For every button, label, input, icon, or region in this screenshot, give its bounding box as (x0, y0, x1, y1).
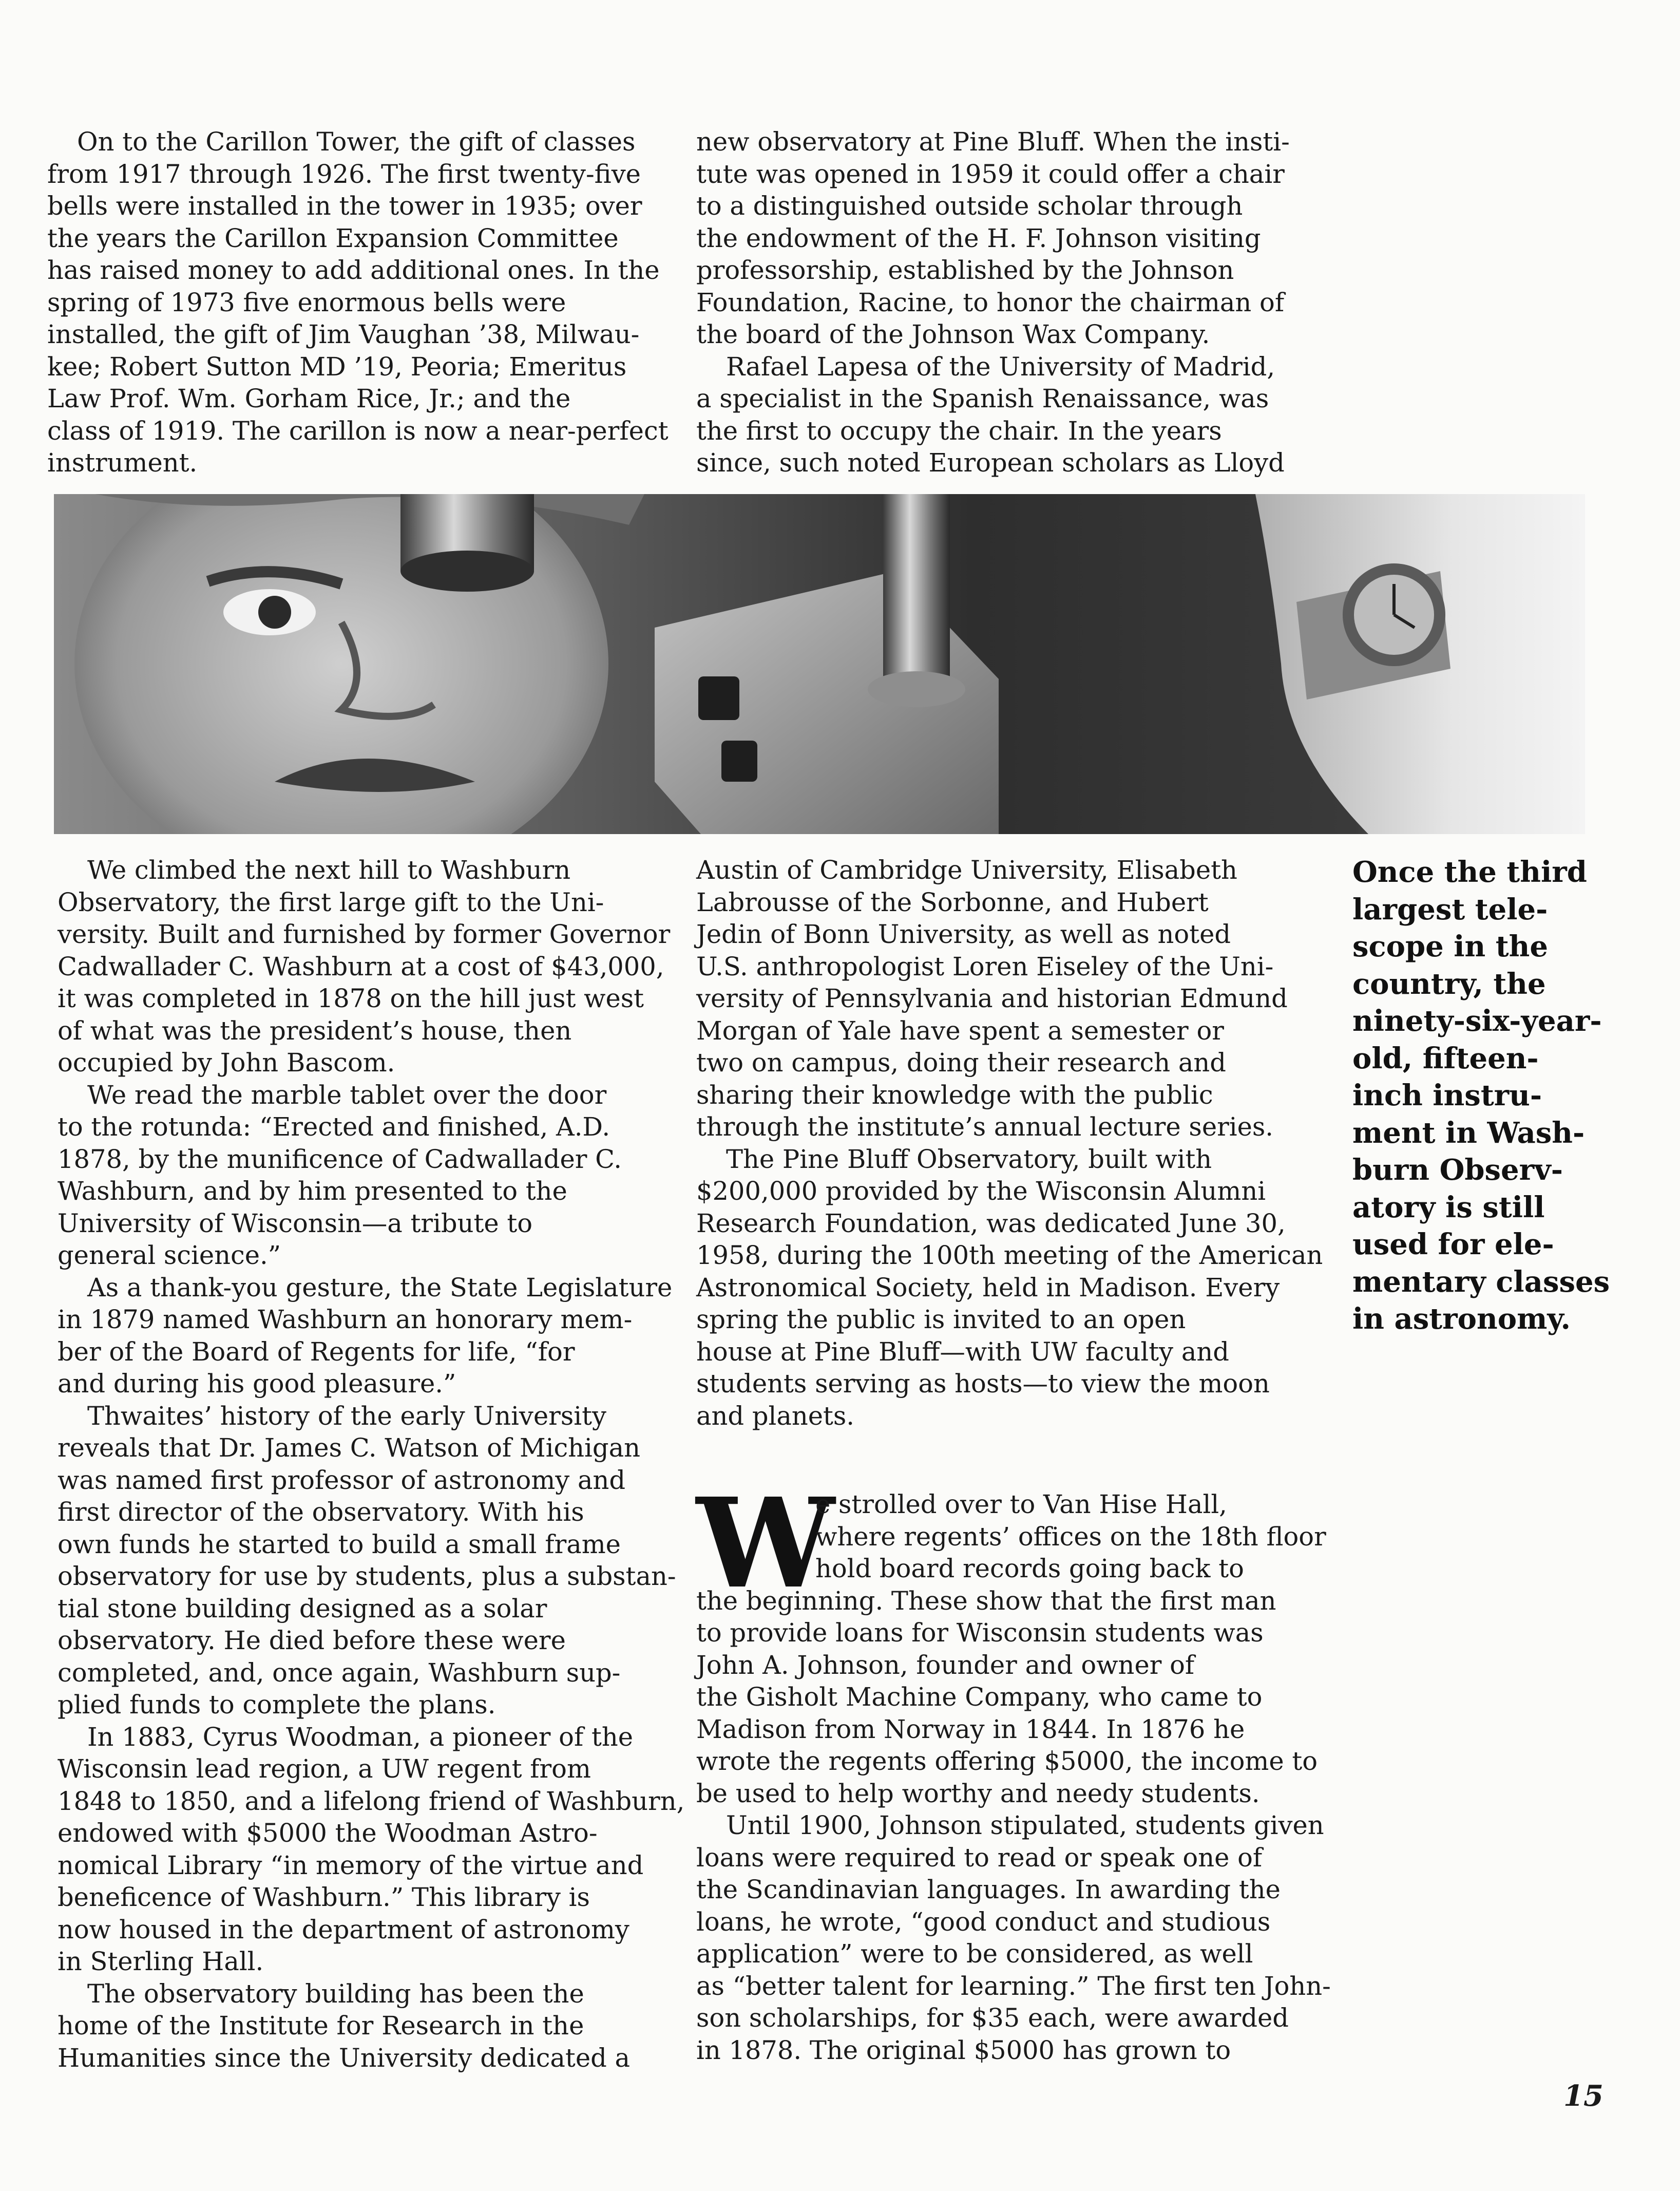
text-line: U.S. anthropologist Loren Eiseley of the Uni- (696, 951, 1274, 981)
text-line: Austin of Cambridge University, Elisabeth (696, 855, 1237, 885)
text-line: On to the Carillon Tower, the gift of classes (77, 127, 636, 157)
text-line: The observatory building has been the (87, 1978, 584, 2009)
drop-cap: W (696, 1471, 835, 1616)
text-line: class of 1919. The carillon is now a near-perfect (47, 415, 669, 446)
text-line: since, such noted European scholars as Lloyd (696, 448, 1285, 478)
text-line: Astronomical Society, held in Madison. Every (696, 1272, 1280, 1302)
text-line: Rafael Lapesa of the University of Madrid, (726, 351, 1275, 382)
caption-line: largest tele- (1352, 892, 1548, 927)
caption-line: scope in the (1352, 930, 1548, 964)
text-line: John A. Johnson, founder and owner of (696, 1650, 1195, 1680)
column-1-bottom (58, 854, 689, 2074)
text-line: the endowment of the H. F. Johnson visiting (696, 223, 1261, 253)
text-line: Research Foundation, was dedicated June 30, (696, 1208, 1286, 1238)
text-line: versity of Pennsylvania and historian Edmund (696, 984, 1288, 1013)
text-line: in 1878. The original $5000 has grown to (696, 2035, 1231, 2065)
text-line: endowed with $5000 the Woodman Astro- (58, 1818, 598, 1848)
text-line: As a thank-you gesture, the State Legislature (87, 1272, 673, 1302)
text-line: sharing their knowledge with the public (696, 1080, 1213, 1110)
text-line: Wisconsin lead region, a UW regent from (58, 1754, 591, 1784)
text-line: to the rotunda: “Erected and finished, A.D. (58, 1112, 610, 1142)
text-line: ber of the Board of Regents for life, “for (58, 1336, 575, 1367)
caption-line: in astronomy. (1352, 1302, 1571, 1336)
caption-line: inch instru- (1352, 1079, 1542, 1112)
text-line: tute was opened in 1959 it could offer a chair (696, 159, 1285, 189)
text-line: the first to occupy the chair. In the years (696, 415, 1222, 446)
column-1-top (47, 126, 679, 479)
text-line: University of Wisconsin—a tribute to (58, 1208, 533, 1238)
caption-line: atory is still (1352, 1190, 1545, 1224)
text-line: in 1879 named Washburn an honorary mem- (58, 1305, 633, 1334)
caption-line: used for ele- (1352, 1227, 1554, 1261)
caption-line: old, fifteen- (1352, 1041, 1539, 1075)
text-line: a specialist in the Spanish Renaissance, was (696, 384, 1269, 413)
text-line: We climbed the next hill to Washburn (87, 855, 571, 885)
text-line: be used to help worthy and needy students. (696, 1778, 1260, 1808)
text-line: installed, the gift of Jim Vaughan ’38, Milwau- (47, 319, 640, 349)
text-line: beneficence of Washburn.” This library is (58, 1882, 590, 1912)
text-line: $200,000 provided by the Wisconsin Alumni (696, 1176, 1266, 1206)
text-line: observatory. He died before these were (58, 1626, 566, 1655)
text-line: Washburn, and by him presented to the (58, 1176, 567, 1206)
column-2-section (696, 1471, 1331, 2066)
text-line: spring the public is invited to an open (696, 1305, 1186, 1334)
text-line: spring of 1973 five enormous bells were (47, 287, 566, 317)
text-line: application” were to be considered, as well (696, 1939, 1253, 1969)
text-line: occupied by John Bascom. (58, 1048, 395, 1078)
text-line: Humanities since the University dedicated a (58, 2043, 631, 2073)
text-line: nomical Library “in memory of the virtue and (58, 1850, 644, 1880)
text-line: wrote the regents offering $5000, the income to (696, 1746, 1318, 1776)
text-line: first director of the observatory. With his (58, 1497, 584, 1527)
text-line: Madison from Norway in 1844. In 1876 he (696, 1714, 1245, 1744)
text-line: tial stone building designed as a solar (58, 1593, 547, 1623)
text-line: has raised money to add additional ones. In the (47, 255, 660, 285)
text-line: reveals that Dr. James C. Watson of Michigan (58, 1433, 640, 1463)
text-line: house at Pine Bluff—with UW faculty and (696, 1336, 1229, 1367)
caption-line: mentary classes (1352, 1264, 1610, 1299)
text-line: the board of the Johnson Wax Company. (696, 319, 1210, 349)
text-line: kee; Robert Sutton MD ’19, Peoria; Emeritus (47, 351, 627, 382)
text-line: own funds he started to build a small frame (58, 1529, 621, 1559)
text-line: the Scandinavian languages. In awarding the (696, 1875, 1281, 1904)
caption-line: Once the third (1352, 855, 1587, 889)
text-line: The Pine Bluff Observatory, built with (726, 1144, 1212, 1174)
text-line: through the institute’s annual lecture series. (696, 1112, 1274, 1142)
text-line: We read the marble tablet over the door (87, 1080, 607, 1110)
text-line: now housed in the department of astronomy (58, 1914, 629, 1944)
text-line: 1878, by the munificence of Cadwallader C. (58, 1144, 622, 1174)
column-2-top (696, 126, 1328, 479)
text-line: where regents’ offices on the 18th floor (815, 1521, 1326, 1552)
caption-line: burn Observ- (1352, 1153, 1563, 1187)
text-line: e strolled over to Van Hise Hall, (815, 1489, 1227, 1519)
text-line: and during his good pleasure.” (58, 1369, 456, 1399)
text-line: son scholarships, for $35 each, were awarded (696, 2003, 1289, 2033)
text-line: plied funds to complete the plans. (58, 1690, 496, 1720)
text-line: professorship, established by the Johnson (696, 255, 1234, 285)
text-line: Cadwallader C. Washburn at a cost of $43,000, (58, 951, 664, 981)
text-line: students serving as hosts—to view the moon (696, 1369, 1270, 1399)
text-line: from 1917 through 1926. The first twenty-five (47, 159, 641, 189)
text-line: the years the Carillon Expansion Committee (47, 223, 619, 253)
observatory-photo (54, 494, 1585, 834)
text-line: to provide loans for Wisconsin students was (696, 1618, 1264, 1648)
caption-line: ment in Wash- (1352, 1116, 1585, 1150)
text-line: Jedin of Bonn University, as well as noted (696, 919, 1231, 949)
page-number: 15 (1563, 2079, 1603, 2113)
caption-line: country, the (1352, 967, 1546, 1001)
text-line: In 1883, Cyrus Woodman, a pioneer of the (87, 1722, 634, 1752)
text-line: instrument. (47, 448, 198, 478)
text-line: loans, he wrote, “good conduct and studious (696, 1906, 1271, 1937)
text-line: it was completed in 1878 on the hill just west (58, 984, 644, 1013)
text-line: Thwaites’ history of the early University (87, 1401, 606, 1431)
text-line: versity. Built and furnished by former Governor (58, 919, 671, 949)
photo-caption (1352, 854, 1630, 1338)
text-line: Labrousse of the Sorbonne, and Hubert (696, 887, 1209, 917)
text-line: Law Prof. Wm. Gorham Rice, Jr.; and the (47, 384, 571, 413)
text-line: new observatory at Pine Bluff. When the insti- (696, 127, 1290, 157)
column-2-bottom (696, 854, 1328, 1432)
text-line: bells were installed in the tower in 1935; over (47, 191, 642, 221)
text-line: in Sterling Hall. (58, 1947, 264, 1976)
text-line: to a distinguished outside scholar through (696, 191, 1243, 221)
text-line: 1958, during the 100th meeting of the American (696, 1240, 1323, 1270)
text-line: as “better talent for learning.” The first ten John- (696, 1971, 1331, 2001)
text-line: Morgan of Yale have spent a semester or (696, 1015, 1224, 1046)
text-line: hold board records going back to (815, 1554, 1244, 1583)
text-line: general science.” (58, 1240, 281, 1270)
text-line: and planets. (696, 1401, 855, 1431)
caption-line: ninety-six-year- (1352, 1004, 1602, 1038)
text-line: home of the Institute for Research in the (58, 2011, 584, 2041)
text-line: completed, and, once again, Washburn sup- (58, 1657, 621, 1688)
text-line: of what was the president’s house, then (58, 1015, 572, 1046)
text-line: observatory for use by students, plus a substan- (58, 1561, 676, 1591)
text-line: loans were required to read or speak one of (696, 1842, 1263, 1873)
text-line: was named first professor of astronomy and (58, 1465, 626, 1495)
text-line: Foundation, Racine, to honor the chairman of (696, 287, 1285, 317)
text-line: Observatory, the first large gift to the Uni- (58, 887, 604, 917)
text-line: 1848 to 1850, and a lifelong friend of Washburn, (58, 1786, 685, 1816)
text-line: two on campus, doing their research and (696, 1048, 1226, 1078)
text-line: the beginning. These show that the first man (696, 1585, 1276, 1616)
text-line: the Gisholt Machine Company, who came to (696, 1682, 1263, 1712)
text-line: Until 1900, Johnson stipulated, students given (726, 1810, 1324, 1840)
